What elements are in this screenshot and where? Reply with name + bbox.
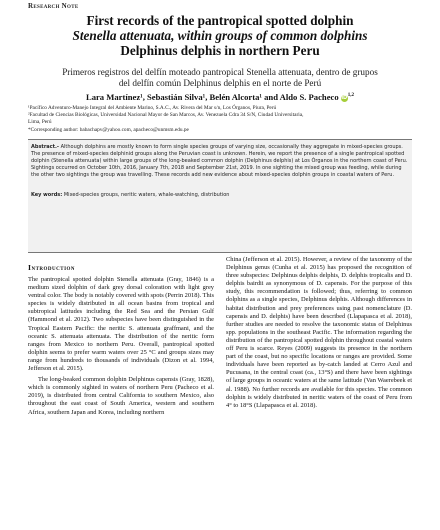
abstract-label: Abstract.-: [31, 144, 59, 150]
intro-paragraph-3: China (Jefferson et al. 2015). However, a review of the taxonomy of the Delphinus genus (Cunha et al. 2015) has proposed the recognition of three subspecies: Delphinus delphis delphis, D. delphis tropicalis and D. delphis bairdii as synonymous of D. capensis. For the purpose of this study, this recommendation is followed; thus, referring to common dolphins as a single species, Delphinus delphis. Although differences in habitat distribution and prey preferences using past nomenclature (D. capensis and D. delphis) have been described (Llapapasca et al. 2018), further studies are needed to resolve the taxonomic status of Delphinus spp. populations in the southeast Pacific. The information regarding the distribution of the pantropical spotted dolphin throughout coastal waters off Peru is scarce. Reyes (2009) suggests its presence in the northern part of the coast, but no specific locations or ranges are provided. Some individuals have been reported as by-catch landed at Cerro Azul and Pucusana, in the central coast (ca., 13°S) and there have been sightings of large groups in oceanic waters at the same latitude (Van Waerebeek et al. 1988). No further records are available for this species. The common dolphin is widely distributed in neritic waters of the coast of Peru from 4° to 18°S (Llapapasca et al. 2018).: [226, 256, 412, 409]
abstract-box: [28, 139, 412, 253]
affiliation-2: ²Facultad de Ciencias Biológicas, Universidad Nacional Mayor de San Marcos, Av. Venezuela Cdra 34 S/N, Ciudad Universitaria,: [28, 112, 304, 119]
affiliation-1: ¹Pacífico Adventuro-Manejo Integral del Ambiente Marino, S.A.C., Av. Rivera del Mar s/n, Los Órganos, Piura, Perú: [28, 105, 277, 111]
spanish-title-line-2: del delfín común Delphinus delphis en el norte de Perú: [118, 78, 322, 88]
orcid-icon[interactable]: iD: [341, 95, 348, 101]
affiliation-2-cont: Lima, Perú: [28, 119, 52, 126]
keywords-text: Mixed-species groups, neritic waters, whale-watching, distribution: [63, 192, 230, 199]
left-column: [28, 276, 214, 417]
author-list: [20, 92, 420, 102]
keywords-paragraph: [31, 192, 409, 199]
author-names: Lara Martínez¹, Sebastián Silva¹, Belén Alcorta¹ and Aldo S. Pacheco: [85, 92, 339, 102]
affiliations: [28, 105, 412, 134]
right-column: [226, 256, 412, 410]
section-tag: Research Note: [28, 2, 79, 10]
intro-paragraph-2: The long-beaked common dolphin Delphinus capensis (Gray, 1828), which is commonly sighted in waters of northern Peru (Pacheco et al. 2019), is distributed from central California to southern Mexico, also throughout the east coast of South America, western and southern Africa, southern Japan and Korea, including northern: [28, 376, 214, 416]
abstract-paragraph: [31, 144, 409, 179]
introduction-heading: Introduction: [28, 263, 76, 272]
corresponding-author: *Corresponding author: babachapv@yahoo.com, apacheco@unmsm.edu.pe: [28, 126, 189, 133]
abstract-text: Although dolphins are mostly known to form single species groups of varying size, occasionally they aggregate in mixed-species groups. The presence of mixed-species delphinid groups along the Peruvian coast is unknown. Herein, we report the presence of a single pantropical spotted dolphin (Stenella attenuata) within large groups of the long-beaked common dolphin (Delphinus delphis) at Los Órganos in the northern coast of Peru. Sightings occurred on October 10th, 2016, January 7th, 2018 and September 21st, 2019. In one sighting the mixed group was feeding, while during the other two sightings the group was travelling. These records add new evidence about mixed-species dolphin groups in coastal waters of Peru.: [31, 144, 408, 179]
spanish-title-line-1: Primeros registros del delfín moteado pantropical Stenella attenuata, dentro de grupos: [62, 67, 378, 77]
keywords-label: Key words:: [31, 192, 63, 199]
title-line-3: Delphinus delphis in northern Peru: [120, 43, 320, 59]
title-line-1: First records of the pantropical spotted dolphin: [86, 13, 354, 28]
intro-paragraph-1: The pantropical spotted dolphin Stenella attenuata (Gray, 1846) is a medium sized dolphin of dark grey dorsal coloration with light grey ventral color. The body is notably covered with spots (Perrin 2018). This species is widely distributed in all ocean basins from tropical and subtropical latitudes including the Red Sea and the Persian Gulf (Hammond et al. 2012). Two subspecies have been distinguished in the Tropical Eastern Pacific: the neritic S. attenuata graffmani, and the oceanic S. attenuata attenuata. The distribution of the neritic form ranges from Mexico to northern Peru. Overall, pantropical spotted dolphin seems to prefer warm waters over 25 °C and groups sizes may range from hundreds to thousands of individuals (Dizon et al. 1994, Jefferson et al. 2015).: [28, 276, 214, 373]
title-line-2: Stenella attenuata, within groups of common dolphins: [72, 28, 368, 44]
spanish-title: [22, 67, 418, 89]
paper-title: [20, 13, 420, 59]
author-affil-sup: 1,2: [347, 93, 355, 99]
